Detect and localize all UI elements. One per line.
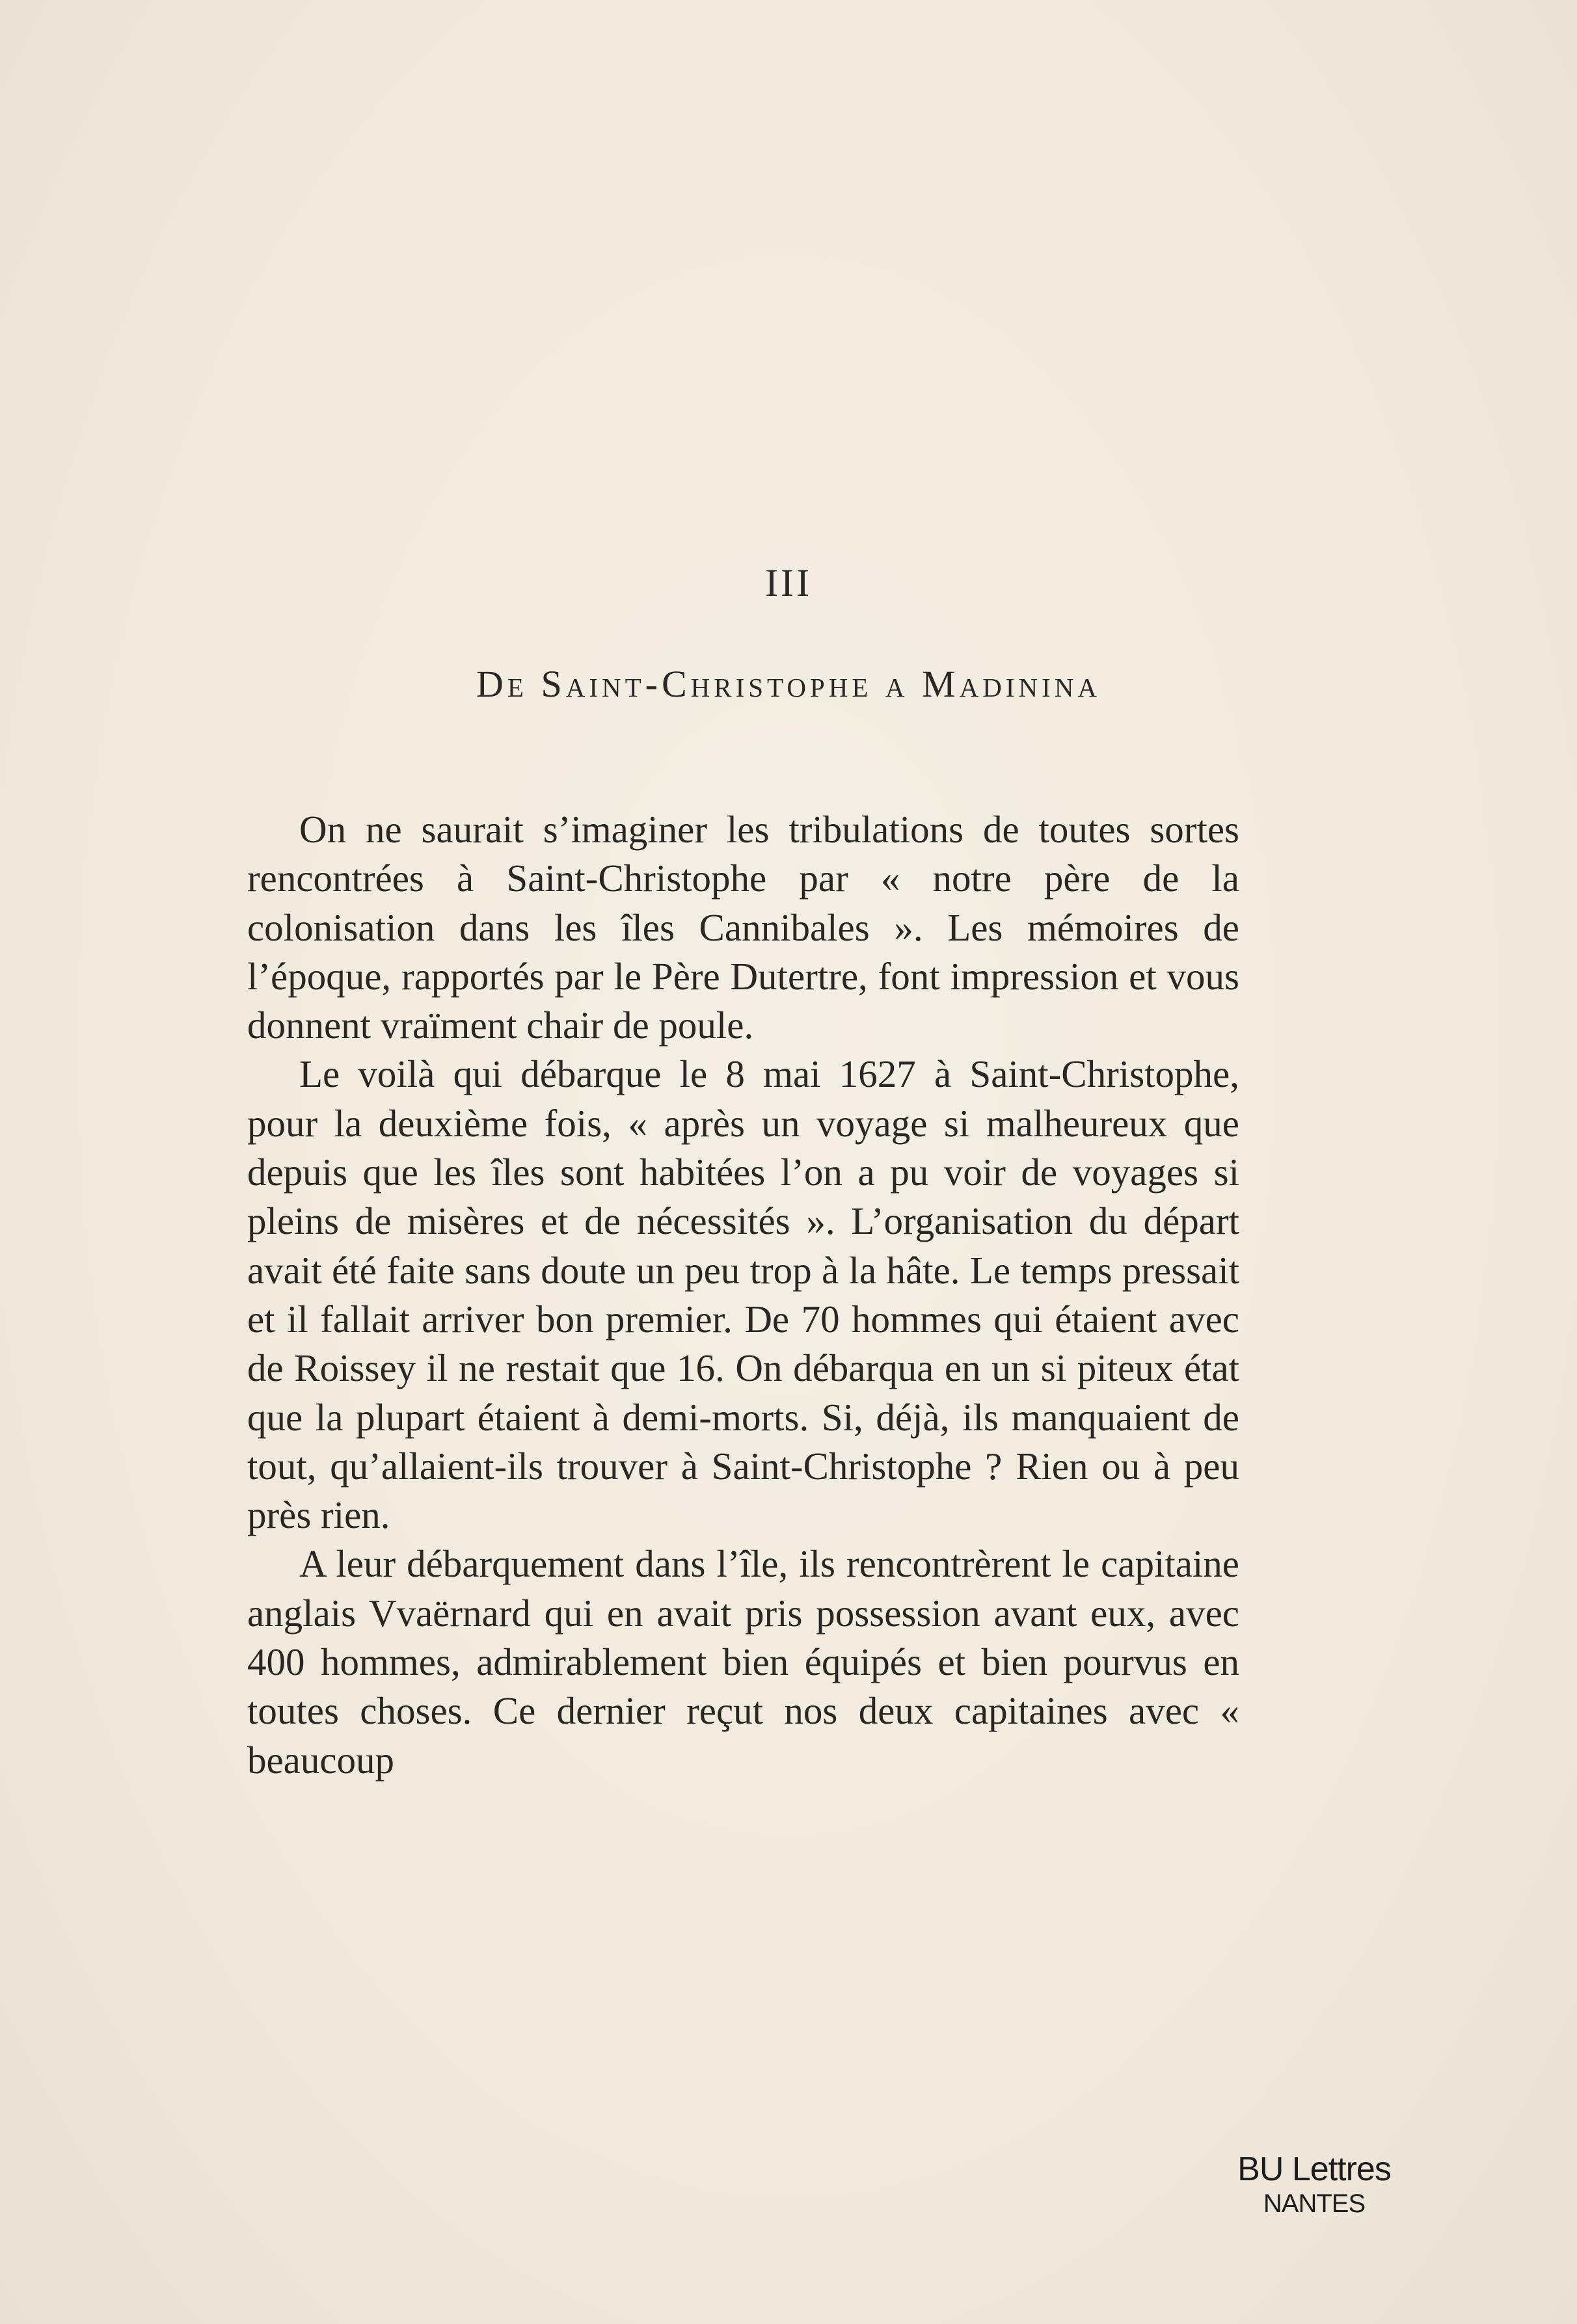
body-text (247, 805, 1239, 1785)
paragraph-3: A leur débarquement dans l’île, ils rencontrèrent le capitaine anglais Vvaërnard qui en avait pris possession avant eux, avec 400 hommes, admirablement bien équipés et bien pourvus en toutes choses. Ce dernier reçut nos deux capitaines avec « beaucoup (247, 1542, 1239, 1782)
chapter-title: De Saint-Christophe a Madinina (476, 663, 1101, 705)
paragraph-2: Le voilà qui débarque le 8 mai 1627 à Saint-Christophe, pour la deuxième fois, « après un voyage si malheureux que depuis que les îles sont habitées l’on a pu voir de voyages si pleins de misères et de nécessités ». L’organisation du départ avait été faite sans doute un peu trop à la hâte. Le temps pressait et il fallait arriver bon premier. De 70 hommes qui étaient avec de Roissey il ne restait que 16. On débarqua en un si piteux état que la plupart étaient à demi-morts. Si, déjà, ils manquaient de tout, qu’allaient-ils trouver à Saint-Christophe ? Rien ou à peu près rien. (247, 1052, 1239, 1537)
paragraph-1: On ne saurait s’imaginer les tribulations de toutes sortes rencontrées à Saint-Christophe par « notre père de la colonisation dans les îles Cannibales ». Les mémoires de l’époque, rapportés par le Père Dutertre, font impression et vous donnent vraïment chair de poule. (247, 808, 1239, 1047)
library-stamp (1217, 2150, 1412, 2219)
stamp-line-2: NANTES (1263, 2189, 1366, 2218)
stamp-line-1: BU Lettres (1237, 2150, 1391, 2188)
chapter-number: III (765, 561, 812, 604)
